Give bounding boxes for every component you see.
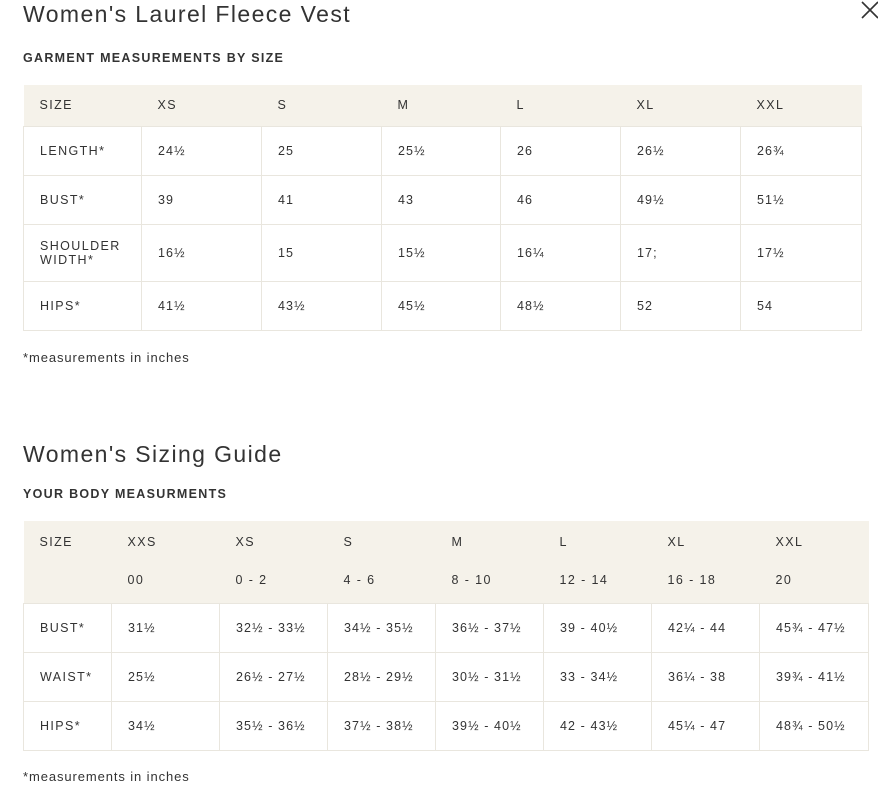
table-cell: 26 <box>501 126 621 175</box>
table-cell: 37½ - 38½ <box>328 701 436 750</box>
table-cell: 17; <box>621 224 741 281</box>
table-cell: 46 <box>501 175 621 224</box>
table-cell: 25½ <box>112 652 220 701</box>
guide-header-cell <box>436 521 544 603</box>
table-cell: 39 - 40½ <box>544 603 652 652</box>
row-label: WAIST* <box>24 652 112 701</box>
table-cell: 33 - 34½ <box>544 652 652 701</box>
table-cell: 26¾ <box>741 126 862 175</box>
table-cell: 17½ <box>741 224 862 281</box>
table-cell: 45½ <box>382 281 501 330</box>
table-row <box>24 603 869 652</box>
vest-header-cell: XS <box>142 85 262 126</box>
guide-header-cell <box>328 521 436 603</box>
table-cell: 43½ <box>262 281 382 330</box>
table-cell: 48¾ - 50½ <box>760 701 869 750</box>
vest-header-cell: M <box>382 85 501 126</box>
table-cell: 28½ - 29½ <box>328 652 436 701</box>
guide-header-cell <box>220 521 328 603</box>
header-numeric-size: 0 - 2 <box>235 573 268 587</box>
guide-header-row <box>24 521 869 603</box>
header-size: M <box>451 535 464 549</box>
vest-header-row <box>24 85 862 126</box>
table-cell: 24½ <box>142 126 262 175</box>
guide-header-cell <box>760 521 869 603</box>
header-numeric-size: 20 <box>775 573 793 587</box>
sizing-guide-table <box>23 521 869 751</box>
table-cell: 16¼ <box>501 224 621 281</box>
table-cell: 25 <box>262 126 382 175</box>
guide-title: Women's Sizing Guide <box>23 441 283 467</box>
guide-header-cell <box>24 521 112 603</box>
table-cell: 34½ <box>112 701 220 750</box>
table-cell: 16½ <box>142 224 262 281</box>
vest-size-table <box>23 85 862 331</box>
table-cell: 25½ <box>382 126 501 175</box>
table-cell: 35½ - 36½ <box>220 701 328 750</box>
vest-measurement-note: *measurements in inches <box>23 350 190 365</box>
header-numeric-size: 8 - 10 <box>451 573 492 587</box>
table-cell: 42 - 43½ <box>544 701 652 750</box>
header-size: SIZE <box>39 535 73 549</box>
table-row <box>24 281 862 330</box>
table-cell: 15½ <box>382 224 501 281</box>
vest-header-cell: XL <box>621 85 741 126</box>
header-size: S <box>343 535 354 549</box>
table-cell: 41½ <box>142 281 262 330</box>
vest-header-cell: SIZE <box>24 85 142 126</box>
table-row <box>24 175 862 224</box>
header-numeric-size: 00 <box>127 573 145 587</box>
vest-header-cell: XXL <box>741 85 862 126</box>
header-numeric-size: 4 - 6 <box>343 573 376 587</box>
header-numeric-size: 12 - 14 <box>559 573 609 587</box>
vest-header-cell: L <box>501 85 621 126</box>
vest-header-cell: S <box>262 85 382 126</box>
table-cell: 26½ - 27½ <box>220 652 328 701</box>
table-row <box>24 126 862 175</box>
table-cell: 49½ <box>621 175 741 224</box>
header-size: L <box>559 535 568 549</box>
header-numeric-size: 16 - 18 <box>667 573 717 587</box>
table-cell: 54 <box>741 281 862 330</box>
table-row <box>24 652 869 701</box>
table-cell: 39½ - 40½ <box>436 701 544 750</box>
table-cell: 31½ <box>112 603 220 652</box>
table-cell: 39¾ - 41½ <box>760 652 869 701</box>
table-cell: 30½ - 31½ <box>436 652 544 701</box>
guide-header-cell <box>544 521 652 603</box>
table-row <box>24 701 869 750</box>
table-cell: 15 <box>262 224 382 281</box>
table-cell: 42¼ - 44 <box>652 603 760 652</box>
table-row <box>24 224 862 281</box>
table-cell: 26½ <box>621 126 741 175</box>
table-cell: 45¼ - 47 <box>652 701 760 750</box>
table-cell: 39 <box>142 175 262 224</box>
header-size: XXL <box>775 535 804 549</box>
table-cell: 43 <box>382 175 501 224</box>
vest-subtitle: GARMENT MEASUREMENTS BY SIZE <box>23 51 285 65</box>
header-size: XS <box>235 535 255 549</box>
table-cell: 36¼ - 38 <box>652 652 760 701</box>
vest-title: Women's Laurel Fleece Vest <box>23 1 352 27</box>
guide-subtitle: YOUR BODY MEASURMENTS <box>23 487 228 501</box>
row-label: LENGTH* <box>24 126 142 175</box>
guide-header-cell <box>112 521 220 603</box>
table-cell: 45¾ - 47½ <box>760 603 869 652</box>
close-icon <box>858 0 878 23</box>
table-cell: 34½ - 35½ <box>328 603 436 652</box>
table-cell: 41 <box>262 175 382 224</box>
table-cell: 48½ <box>501 281 621 330</box>
table-cell: 36½ - 37½ <box>436 603 544 652</box>
row-label: BUST* <box>24 603 112 652</box>
close-button[interactable] <box>858 0 878 23</box>
row-label: SHOULDER WIDTH* <box>24 224 142 281</box>
guide-measurement-note: *measurements in inches <box>23 769 190 784</box>
table-cell: 51½ <box>741 175 862 224</box>
row-label: HIPS* <box>24 701 112 750</box>
table-cell: 52 <box>621 281 741 330</box>
header-size: XXS <box>127 535 157 549</box>
row-label: HIPS* <box>24 281 142 330</box>
table-cell: 32½ - 33½ <box>220 603 328 652</box>
row-label: BUST* <box>24 175 142 224</box>
header-size: XL <box>667 535 686 549</box>
guide-header-cell <box>652 521 760 603</box>
